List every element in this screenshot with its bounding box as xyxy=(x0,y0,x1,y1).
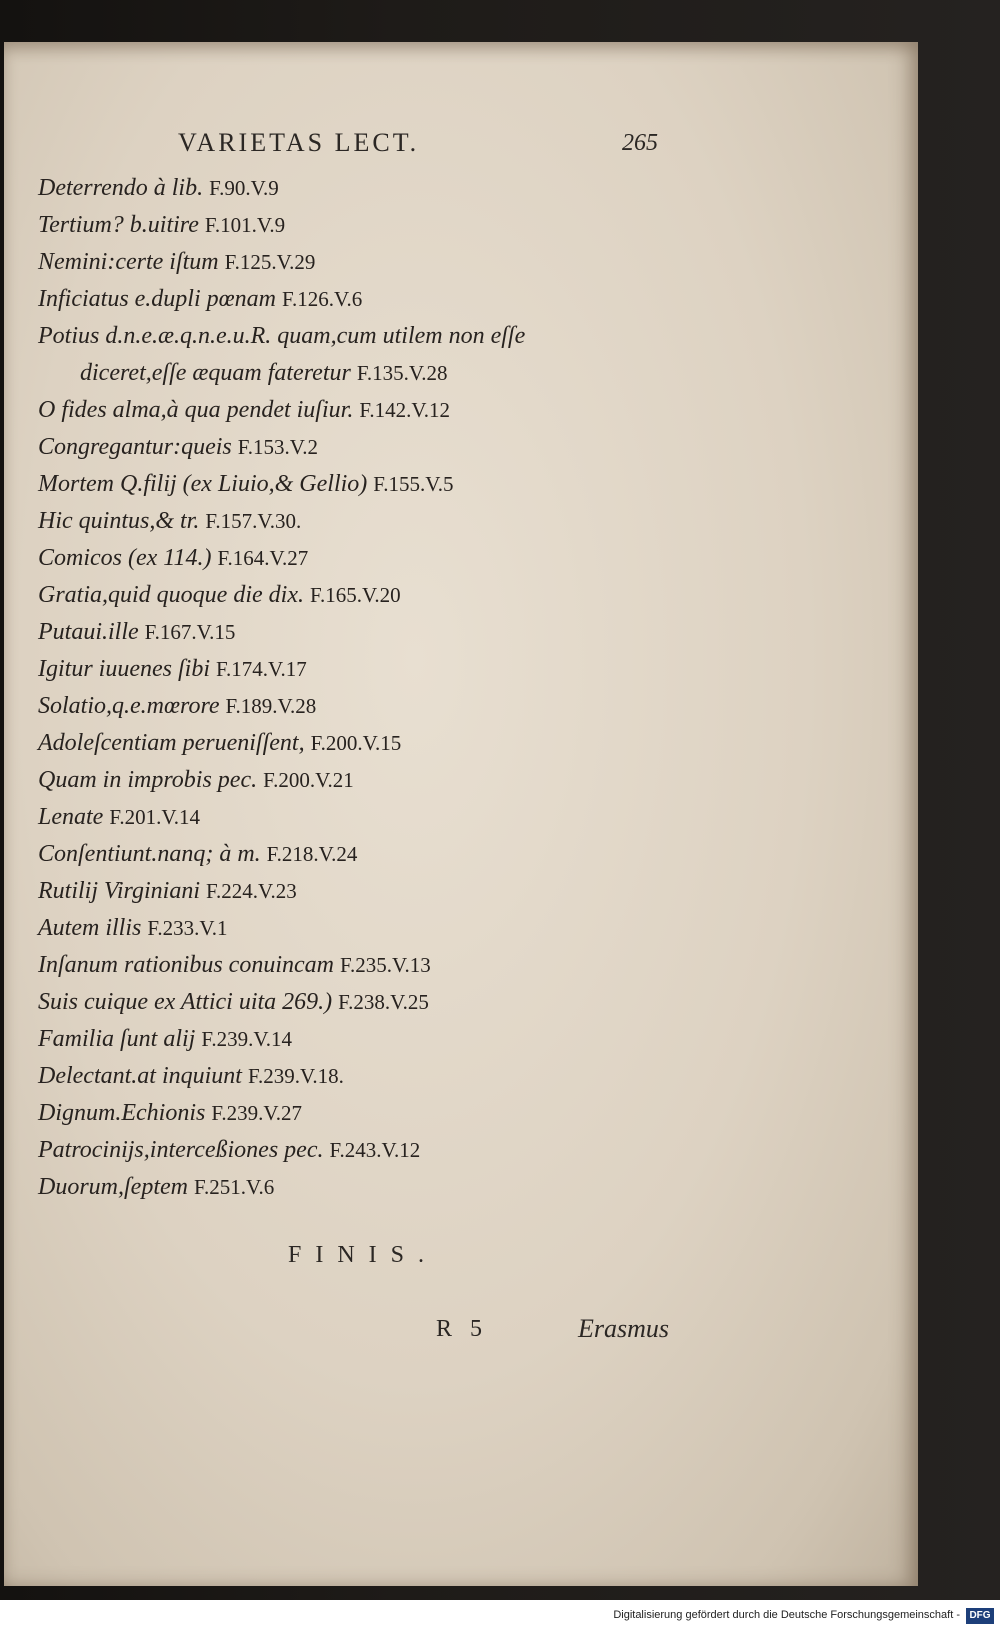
entry-reference: F.200.V.21 xyxy=(263,768,354,792)
list-item xyxy=(38,873,678,910)
entry-reference: F.164.V.27 xyxy=(217,546,309,570)
signature-mark: R 5 xyxy=(436,1316,489,1342)
entry-reference: F.165.V.20 xyxy=(309,583,401,607)
entry-lemma: Duorum,ſeptem xyxy=(38,1174,188,1200)
finis-heading: FINIS. xyxy=(288,1242,439,1268)
variant-readings-list xyxy=(38,170,678,1206)
entry-reference: F.239.V.14 xyxy=(201,1027,293,1051)
entry-lemma: Igitur iuuenes ſibi xyxy=(38,656,210,682)
entry-reference: F.90.V.9 xyxy=(209,176,279,200)
entry-lemma: Lenate xyxy=(38,804,104,830)
list-item xyxy=(38,651,678,688)
entry-lemma: Congregantur:queis xyxy=(38,434,232,460)
entry-lemma: Deterrendo à lib. xyxy=(38,175,204,201)
entry-lemma: Adoleſcentiam perueniſſent, xyxy=(38,730,305,756)
dfg-logo: DFG xyxy=(966,1608,994,1624)
entry-reference: F.155.V.5 xyxy=(373,472,454,496)
entry-reference: F.251.V.6 xyxy=(193,1175,275,1199)
entry-reference: F.200.V.15 xyxy=(310,731,402,755)
entry-reference: F.238.V.25 xyxy=(338,990,429,1014)
funding-credit: Digitalisierung gefördert durch die Deutsche Forschungsgemeinschaft - xyxy=(613,1609,960,1621)
entry-lemma: Inficiatus e.dupli pœnam xyxy=(38,286,276,312)
entry-lemma: Rutilij Virginiani xyxy=(38,878,200,904)
list-item xyxy=(38,1058,678,1095)
entry-reference: F.157.V.30. xyxy=(205,509,302,533)
list-item xyxy=(38,725,678,762)
entry-reference: F.174.V.17 xyxy=(215,657,307,681)
list-item xyxy=(38,503,678,540)
list-item xyxy=(38,947,678,984)
entry-lemma: Solatio,q.e.mœrore xyxy=(38,693,220,719)
entry-lemma: Conſentiunt.nanq; à m. xyxy=(38,841,261,867)
digitization-footer xyxy=(0,1600,1000,1635)
entry-lemma: Dignum.Echionis xyxy=(38,1100,206,1126)
list-item xyxy=(38,207,678,244)
page-header xyxy=(178,128,658,168)
list-item xyxy=(38,429,678,466)
list-item xyxy=(38,1169,678,1206)
list-item xyxy=(38,836,678,873)
entry-lemma: Suis cuique ex Attici uita 269.) xyxy=(38,989,333,1015)
list-item xyxy=(38,244,678,281)
list-item xyxy=(38,318,678,355)
page-number: 265 xyxy=(622,130,658,156)
entry-reference: F.135.V.28 xyxy=(356,361,448,385)
entry-lemma: O fides alma,à qua pendet iuſiur. xyxy=(38,397,354,423)
list-item xyxy=(38,466,678,503)
entry-lemma: Familia ſunt alij xyxy=(38,1026,196,1052)
entry-lemma: Autem illis xyxy=(38,915,142,941)
entry-reference: F.224.V.23 xyxy=(206,879,297,903)
list-item xyxy=(38,170,678,207)
catchword: Erasmus xyxy=(578,1314,670,1343)
entry-reference: F.167.V.15 xyxy=(144,620,236,644)
entry-reference: F.218.V.24 xyxy=(266,842,358,866)
entry-lemma: Mortem Q.filij (ex Liuio,& Gellio) xyxy=(38,471,368,497)
entry-reference: F.235.V.13 xyxy=(339,953,431,977)
list-item xyxy=(38,281,678,318)
entry-reference: F.142.V.12 xyxy=(359,398,451,422)
list-item xyxy=(38,910,678,947)
entry-lemma: Patrocinijs,interceßiones pec. xyxy=(38,1137,324,1163)
running-head: VARIETAS LECT. xyxy=(178,128,420,157)
list-item xyxy=(38,1095,678,1132)
list-item xyxy=(38,799,678,836)
list-item xyxy=(38,540,678,577)
entry-reference: F.125.V.29 xyxy=(224,250,316,274)
entry-lemma: Delectant.at inquiunt xyxy=(38,1063,242,1089)
list-item xyxy=(38,392,678,429)
entry-lemma: Hic quintus,& tr. xyxy=(38,508,200,534)
entry-reference: F.153.V.2 xyxy=(237,435,318,459)
entry-reference: F.101.V.9 xyxy=(204,213,286,237)
list-item xyxy=(38,984,678,1021)
entry-lemma: Gratia,quid quoque die dix. xyxy=(38,582,304,608)
list-item xyxy=(38,762,678,799)
entry-reference: F.201.V.14 xyxy=(109,805,201,829)
entry-reference: F.243.V.12 xyxy=(329,1138,421,1162)
list-item xyxy=(38,355,678,392)
list-item xyxy=(38,688,678,725)
entry-lemma: Nemini:certe iſtum xyxy=(38,249,219,275)
entry-lemma: Comicos (ex 114.) xyxy=(38,545,212,571)
entry-lemma: Quam in improbis pec. xyxy=(38,767,258,793)
entry-reference: F.233.V.1 xyxy=(147,916,228,940)
entry-lemma: Potius d.n.e.æ.q.n.e.u.R. quam,cum utilem non eſſe xyxy=(38,323,526,349)
list-item xyxy=(38,1132,678,1169)
entry-lemma: Tertium? b.uitire xyxy=(38,212,199,238)
entry-lemma: Inſanum rationibus conuincam xyxy=(38,952,334,978)
entry-reference: F.189.V.28 xyxy=(225,694,317,718)
list-item xyxy=(38,1021,678,1058)
entry-reference: F.239.V.18. xyxy=(247,1064,344,1088)
list-item xyxy=(38,614,678,651)
list-item xyxy=(38,577,678,614)
entry-lemma: Putaui.ille xyxy=(38,619,139,645)
entry-lemma: diceret,eſſe æquam fateretur xyxy=(80,360,351,386)
entry-reference: F.126.V.6 xyxy=(281,287,363,311)
entry-reference: F.239.V.27 xyxy=(211,1101,303,1125)
